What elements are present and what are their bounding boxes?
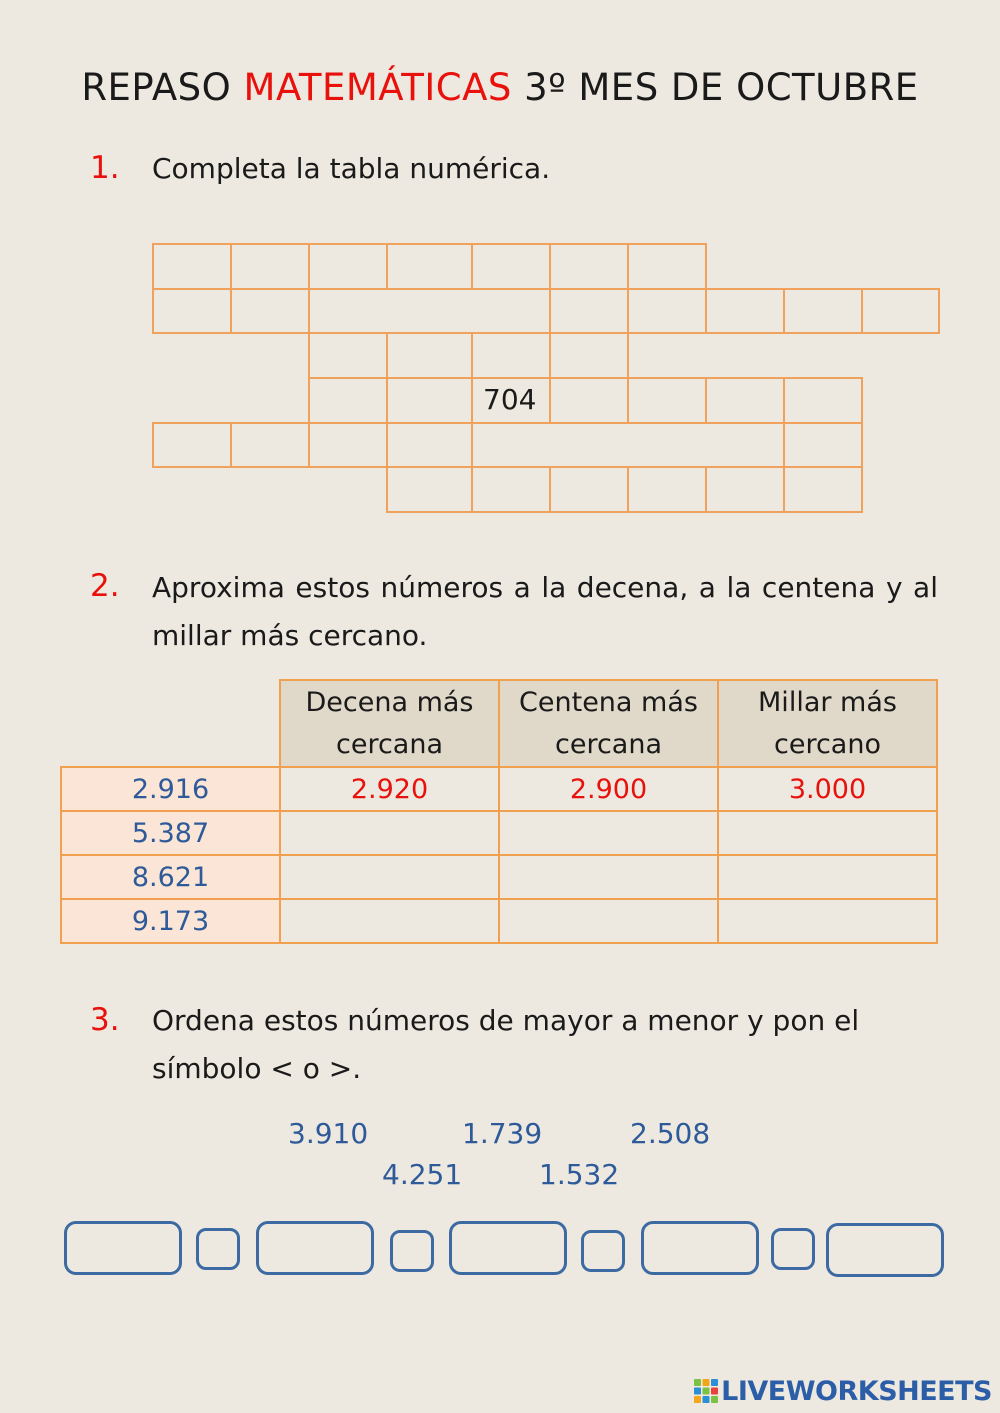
answer-millar[interactable] [718, 855, 937, 899]
grid-cell[interactable] [308, 377, 388, 424]
answer-decena[interactable] [280, 855, 499, 899]
answer-decena[interactable] [280, 811, 499, 855]
symbol-box[interactable] [581, 1230, 625, 1272]
header-millar [718, 680, 937, 767]
question-2-text: Aproxima estos números a la decena, a la centena y al millar más cercano. [152, 571, 938, 652]
header-millar-line2: cercano [774, 728, 881, 760]
number-to-order: 1.532 [539, 1158, 620, 1191]
question-1-number: 1. [90, 150, 120, 186]
number-to-order: 4.251 [382, 1158, 463, 1191]
grid-cell[interactable] [386, 377, 473, 424]
answer-centena[interactable] [499, 899, 718, 943]
answer-decena[interactable] [280, 899, 499, 943]
question-3-text: Ordena estos números de mayor a menor y pon el símbolo < o >. [152, 1004, 860, 1085]
title-part1: REPASO [81, 66, 244, 109]
grid-cell[interactable] [705, 377, 785, 424]
liveworksheets-logo-icon [694, 1379, 718, 1403]
answer-centena[interactable] [499, 811, 718, 855]
grid-cell[interactable] [152, 422, 232, 468]
table-header-row [61, 680, 937, 767]
grid-cell[interactable] [308, 243, 388, 290]
grid-cell[interactable] [386, 332, 473, 379]
question-1-text: Completa la tabla numérica. [152, 152, 551, 185]
grid-cell-wide[interactable] [471, 422, 785, 468]
grid-cell[interactable] [783, 377, 863, 424]
row-number: 5.387 [61, 811, 280, 855]
answer-millar[interactable] [718, 811, 937, 855]
header-blank-cell [61, 680, 280, 767]
grid-cell[interactable] [549, 377, 629, 424]
answer-decena[interactable]: 2.920 [280, 767, 499, 811]
number-to-order: 3.910 [288, 1117, 369, 1150]
table-row [61, 767, 937, 811]
grid-cell[interactable] [152, 243, 232, 290]
grid-cell[interactable] [783, 422, 863, 468]
grid-cell[interactable] [783, 288, 863, 334]
grid-cell[interactable] [471, 243, 551, 290]
symbol-box[interactable] [390, 1230, 434, 1272]
grid-cell[interactable] [549, 288, 629, 334]
logo-text: LIVEWORKSHEETS [721, 1376, 992, 1407]
header-decena-line2: cercana [335, 728, 443, 760]
row-number: 2.916 [61, 767, 280, 811]
title-part3: 3º MES DE OCTUBRE [511, 66, 919, 109]
grid-cell[interactable] [308, 332, 388, 379]
title-highlight: MATEMÁTICAS [243, 66, 512, 109]
answer-centena[interactable] [499, 855, 718, 899]
grid-cell[interactable] [549, 466, 629, 513]
question-2-number: 2. [90, 568, 120, 604]
grid-cell[interactable] [705, 288, 785, 334]
grid-cell[interactable] [308, 422, 388, 468]
answer-millar[interactable] [718, 899, 937, 943]
answer-box[interactable] [64, 1221, 182, 1275]
answer-box[interactable] [826, 1223, 944, 1277]
symbol-box[interactable] [771, 1228, 815, 1270]
grid-cell[interactable] [152, 288, 232, 334]
table-row [61, 811, 937, 855]
grid-cell[interactable] [627, 243, 707, 290]
number-to-order: 1.739 [462, 1117, 543, 1150]
symbol-box[interactable] [196, 1228, 240, 1270]
header-centena [499, 680, 718, 767]
table-row [61, 855, 937, 899]
grid-cell[interactable] [549, 243, 629, 290]
header-decena [280, 680, 499, 767]
answer-box[interactable] [256, 1221, 374, 1275]
grid-cell[interactable] [627, 377, 707, 424]
grid-cell-wide[interactable] [308, 288, 551, 334]
table-row [61, 899, 937, 943]
grid-cell[interactable] [783, 466, 863, 513]
grid-cell[interactable] [471, 332, 551, 379]
answer-centena[interactable]: 2.900 [499, 767, 718, 811]
question-3-number: 3. [90, 1002, 120, 1038]
grid-cell[interactable] [861, 288, 940, 334]
grid-cell[interactable] [627, 288, 707, 334]
grid-cell[interactable] [471, 466, 551, 513]
grid-cell[interactable] [386, 243, 473, 290]
header-centena-line1: Centena más [519, 686, 698, 718]
page-title [0, 66, 1000, 109]
row-number: 8.621 [61, 855, 280, 899]
grid-cell[interactable] [230, 288, 310, 334]
approximation-table [60, 679, 938, 944]
answer-box[interactable] [641, 1221, 759, 1275]
answer-millar[interactable]: 3.000 [718, 767, 937, 811]
row-number: 9.173 [61, 899, 280, 943]
header-millar-line1: Millar más [758, 686, 897, 718]
grid-cell[interactable] [627, 466, 707, 513]
grid-cell[interactable] [230, 422, 310, 468]
liveworksheets-logo [694, 1376, 992, 1407]
grid-cell[interactable] [230, 243, 310, 290]
grid-cell[interactable] [549, 332, 629, 379]
given-value: 704 [483, 383, 537, 416]
grid-cell[interactable] [386, 422, 473, 468]
answer-box[interactable] [449, 1221, 567, 1275]
grid-cell[interactable] [705, 466, 785, 513]
number-to-order: 2.508 [630, 1117, 711, 1150]
grid-cell[interactable] [386, 466, 473, 513]
header-centena-line2: cercana [554, 728, 662, 760]
header-decena-line1: Decena más [305, 686, 474, 718]
